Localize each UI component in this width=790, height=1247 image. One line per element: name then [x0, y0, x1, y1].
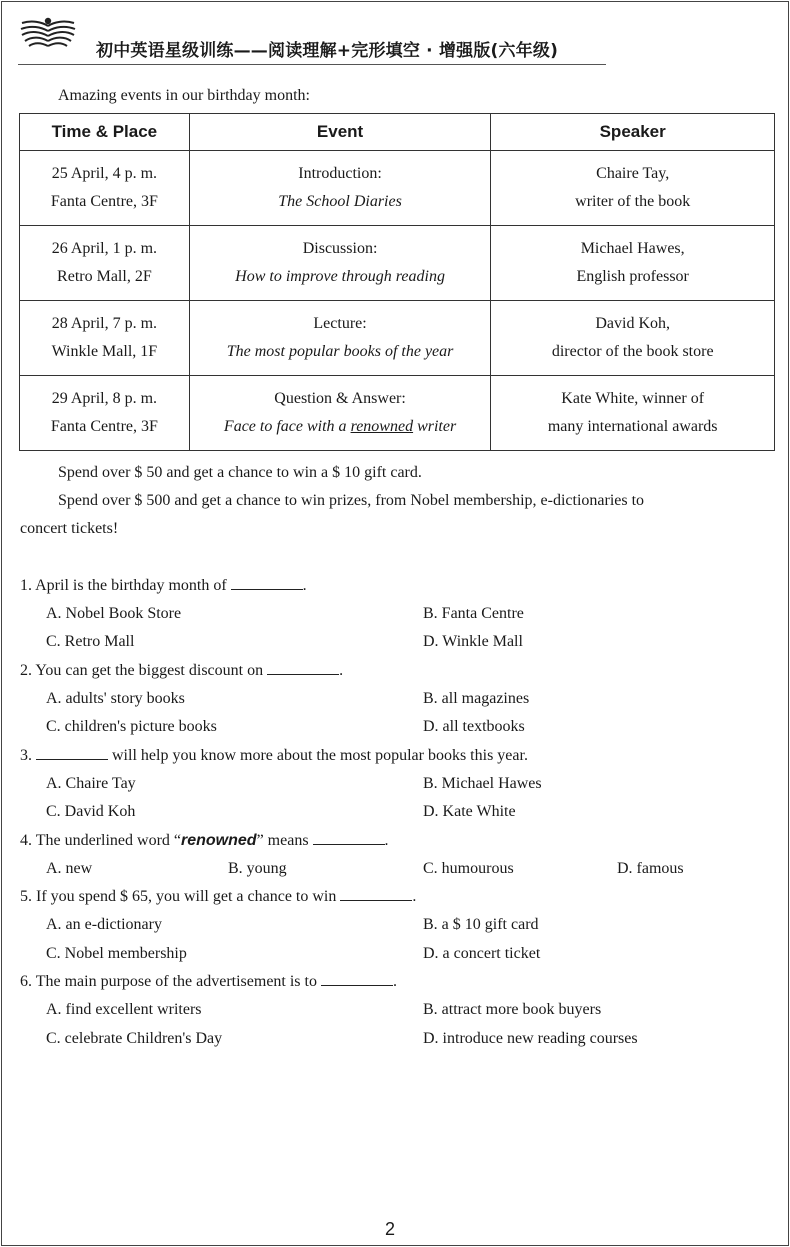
question-number: 3. [20, 747, 32, 764]
speaker-role: director of the book store [551, 343, 714, 360]
question-6 [20, 972, 397, 992]
option-b[interactable]: B. all magazines [423, 690, 530, 707]
book-title: 初中英语星级训练——阅读理解+完形填空 · 增强版(六年级) [96, 41, 559, 61]
event-date: 28 April, 7 p. m. [51, 315, 158, 332]
option-c[interactable]: C. celebrate Children's Day [46, 1030, 223, 1047]
event-place: Retro Mall, 2F [57, 268, 152, 285]
event-date: 26 April, 1 p. m. [51, 240, 158, 257]
offer-line-2: Spend over $ 500 and get a chance to win prizes, from Nobel membership, e-dictionaries to [58, 492, 645, 509]
speaker-name: Chaire Tay, [596, 165, 670, 182]
event-type: Lecture: [313, 315, 367, 332]
answer-blank [267, 662, 339, 675]
option-d[interactable]: D. famous [617, 860, 684, 877]
option-c[interactable]: C. Nobel membership [46, 945, 187, 962]
speaker-cell [491, 226, 775, 301]
question-text: . [339, 662, 344, 679]
answer-blank [321, 973, 393, 986]
open-book-logo-icon [18, 14, 78, 58]
speaker-role: English professor [576, 268, 689, 285]
speaker-cell [491, 151, 775, 226]
option-c[interactable]: C. Retro Mall [46, 633, 135, 650]
event-type: Introduction: [298, 165, 382, 182]
table-row [20, 376, 775, 451]
question-2 [20, 661, 343, 681]
event-cell [189, 151, 491, 226]
question-1 [20, 576, 307, 596]
page-header [18, 14, 606, 66]
header-speaker: Speaker [491, 114, 775, 151]
table-header-row [20, 114, 775, 151]
underlined-word: renowned [350, 418, 414, 435]
table-row [20, 226, 775, 301]
header-time-place: Time & Place [20, 114, 190, 151]
question-text: The underlined word “ [35, 832, 181, 849]
option-d[interactable]: D. Winkle Mall [423, 633, 523, 650]
speaker-name: Kate White, winner of [561, 390, 705, 407]
option-a[interactable]: A. Nobel Book Store [46, 605, 182, 622]
speaker-cell [491, 301, 775, 376]
option-c[interactable]: C. David Koh [46, 803, 136, 820]
option-d[interactable]: D. introduce new reading courses [423, 1030, 638, 1047]
question-text: will help you know more about the most popular books this year. [108, 747, 528, 764]
time-place-cell [20, 301, 190, 376]
table-row [20, 151, 775, 226]
question-text: . [384, 832, 389, 849]
option-a[interactable]: A. Chaire Tay [46, 775, 136, 792]
event-place: Winkle Mall, 1F [51, 343, 158, 360]
event-cell [189, 376, 491, 451]
option-b[interactable]: B. Fanta Centre [423, 605, 524, 622]
answer-blank [340, 888, 412, 901]
time-place-cell [20, 151, 190, 226]
offer-line-1: Spend over $ 50 and get a chance to win a $ 10 gift card. [58, 464, 422, 481]
page-number: 2 [385, 1219, 396, 1239]
option-c[interactable]: C. humourous [423, 860, 514, 877]
option-a[interactable]: A. find excellent writers [46, 1001, 202, 1018]
event-title-part: writer [413, 418, 457, 435]
event-place: Fanta Centre, 3F [50, 193, 158, 210]
event-cell [189, 226, 491, 301]
events-table [19, 113, 775, 451]
answer-blank [36, 747, 108, 760]
question-text: If you spend $ 65, you will get a chance to win [36, 888, 341, 905]
question-5 [20, 887, 416, 907]
option-a[interactable]: A. an e-dictionary [46, 916, 162, 933]
option-a[interactable]: A. adults' story books [46, 690, 185, 707]
event-title: The most popular books of the year [226, 343, 454, 360]
option-a[interactable]: A. new [46, 860, 93, 877]
question-number: 2. [20, 662, 32, 679]
question-number: 1. [20, 577, 32, 594]
event-date: 25 April, 4 p. m. [51, 165, 158, 182]
event-place: Fanta Centre, 3F [50, 418, 158, 435]
question-4 [20, 831, 389, 851]
question-3 [20, 746, 528, 766]
question-text: . [302, 577, 307, 594]
event-cell [189, 301, 491, 376]
option-d[interactable]: D. all textbooks [423, 718, 525, 735]
speaker-role: many international awards [547, 418, 718, 435]
event-title: The School Diaries [278, 193, 402, 210]
question-text: The main purpose of the advertisement is to [35, 973, 321, 990]
question-text: April is the birthday month of [35, 577, 231, 594]
option-b[interactable]: B. attract more book buyers [423, 1001, 602, 1018]
option-d[interactable]: D. Kate White [423, 803, 516, 820]
header-event: Event [189, 114, 491, 151]
question-text: . [392, 973, 397, 990]
question-number: 6. [20, 973, 32, 990]
event-date: 29 April, 8 p. m. [51, 390, 158, 407]
intro-text: Amazing events in our birthday month: [58, 87, 310, 104]
question-number: 4. [20, 832, 32, 849]
speaker-role: writer of the book [575, 193, 691, 210]
option-c[interactable]: C. children's picture books [46, 718, 217, 735]
option-b[interactable]: B. Michael Hawes [423, 775, 542, 792]
event-type: Discussion: [302, 240, 378, 257]
speaker-cell [491, 376, 775, 451]
time-place-cell [20, 226, 190, 301]
offer-line-2-cont: concert tickets! [20, 520, 119, 537]
question-number: 5. [20, 888, 32, 905]
speaker-name: Michael Hawes, [580, 240, 685, 257]
option-b[interactable]: B. young [228, 860, 287, 877]
question-text: . [412, 888, 417, 905]
option-d[interactable]: D. a concert ticket [423, 945, 541, 962]
event-title-part: Face to face with a [223, 418, 351, 435]
event-type: Question & Answer: [274, 390, 406, 407]
event-title [224, 418, 456, 435]
answer-blank [231, 577, 303, 590]
question-text: You can get the biggest discount on [35, 662, 268, 679]
table-row [20, 301, 775, 376]
event-title: How to improve through reading [235, 268, 445, 285]
option-b[interactable]: B. a $ 10 gift card [423, 916, 539, 933]
header-divider [18, 64, 606, 65]
emphasized-word: renowned [181, 832, 257, 849]
time-place-cell [20, 376, 190, 451]
question-text: ” means [256, 832, 313, 849]
answer-blank [313, 832, 385, 845]
speaker-name: David Koh, [595, 315, 670, 332]
